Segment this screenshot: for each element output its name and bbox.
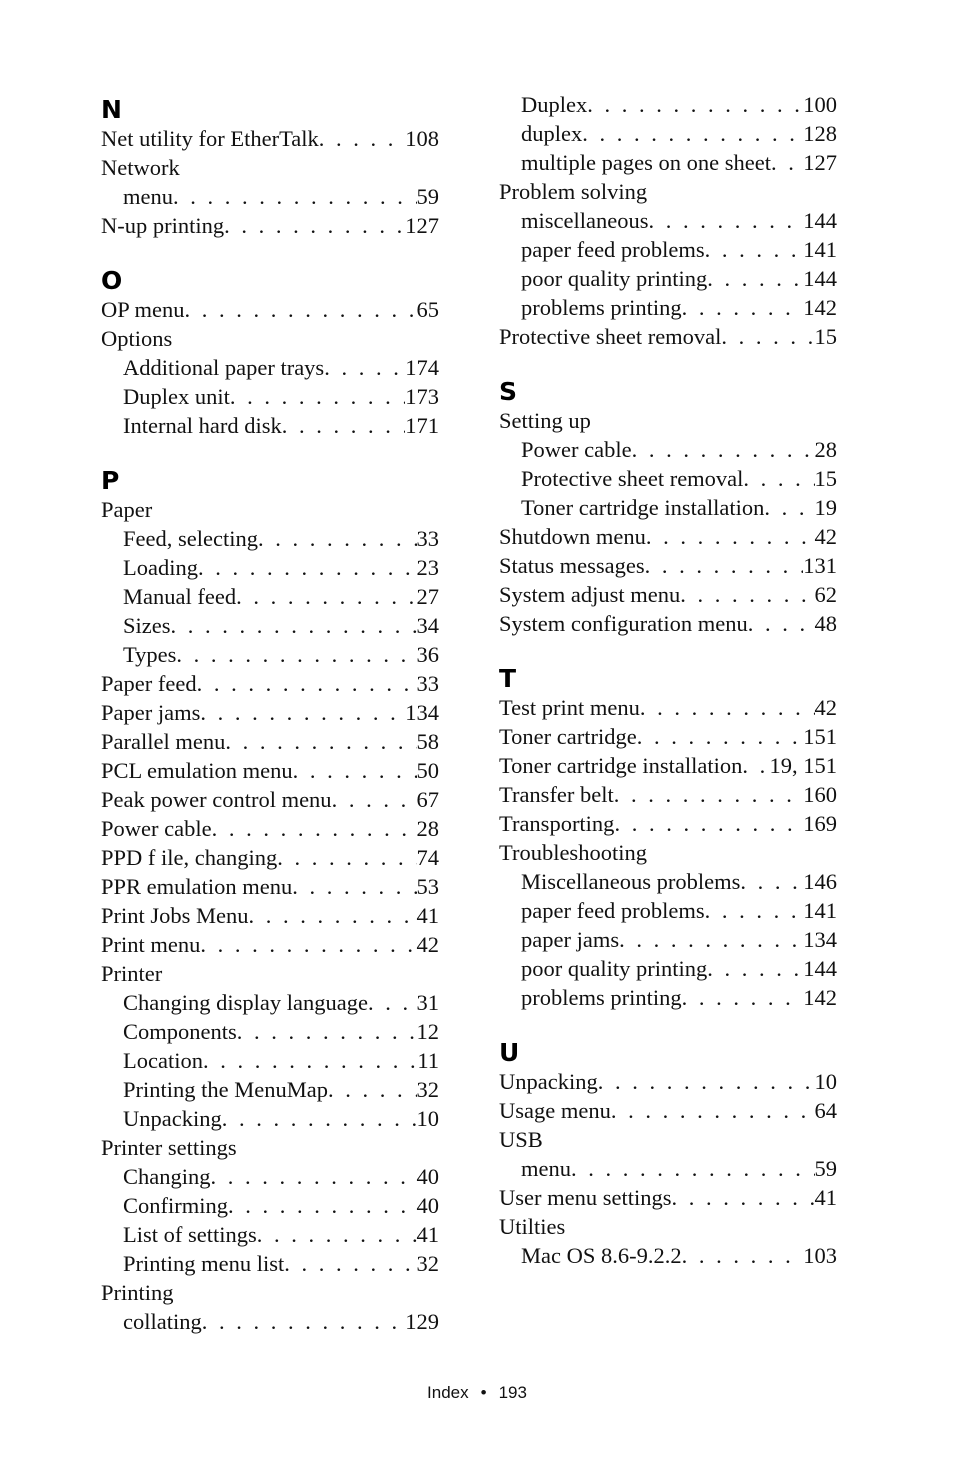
dot-leader [282, 411, 406, 440]
index-entry [499, 522, 837, 551]
entry-page-number: 41 [416, 903, 439, 928]
index-entry [499, 809, 837, 838]
entry-label: miscellaneous [521, 208, 649, 233]
entry-label: Print Jobs Menu [101, 903, 249, 928]
entry-label: System configuration menu [499, 611, 748, 636]
index-subentry [499, 464, 837, 493]
entry-label: Duplex unit [123, 384, 230, 409]
entry-page-number: 32 [416, 1251, 439, 1276]
index-subentry [101, 553, 439, 582]
entry-label: Components [123, 1019, 237, 1044]
entry-label: collating [123, 1309, 202, 1334]
dot-leader [748, 609, 815, 638]
dot-leader [707, 954, 803, 983]
entry-label: PPD f ile, changing [101, 845, 278, 870]
dot-leader [707, 264, 803, 293]
index-entry [101, 1278, 439, 1307]
entry-label: Options [101, 326, 173, 351]
index-entry [499, 609, 837, 638]
entry-page-number: 144 [803, 266, 837, 291]
entry-label: Toner cartridge installation [499, 753, 743, 778]
dot-leader [230, 382, 405, 411]
dot-leader [174, 1278, 439, 1307]
entry-page-number: 169 [803, 811, 837, 836]
index-entry [101, 727, 439, 756]
entry-label: Changing [123, 1164, 211, 1189]
dot-leader [277, 843, 416, 872]
entry-label: paper feed problems [521, 237, 705, 262]
entry-label: paper feed problems [521, 898, 705, 923]
dot-leader [185, 295, 417, 324]
index-entry [499, 722, 837, 751]
dot-leader [682, 293, 804, 322]
entry-label: Net utility for EtherTalk [101, 126, 319, 151]
entry-label: Unpacking [499, 1069, 598, 1094]
dot-leader [200, 930, 416, 959]
entry-page-number: 15 [814, 324, 837, 349]
dot-leader [284, 1249, 416, 1278]
index-subentry [101, 640, 439, 669]
entry-label: duplex [521, 121, 583, 146]
footer-section: Index [427, 1383, 469, 1402]
index-entry [101, 814, 439, 843]
entry-page-number: 33 [416, 671, 439, 696]
entry-label: List of settings [123, 1222, 257, 1247]
entry-page-number: 19, 151 [769, 753, 837, 778]
dot-leader [258, 524, 417, 553]
dot-leader [648, 206, 803, 235]
index-entry [499, 406, 837, 435]
dot-leader [645, 551, 804, 580]
index-subentry [101, 182, 439, 211]
dot-leader [257, 1220, 417, 1249]
index-entry [101, 295, 439, 324]
entry-label: Changing display language [123, 990, 368, 1015]
dot-leader [237, 1017, 417, 1046]
dot-leader [680, 580, 814, 609]
dot-leader [619, 925, 803, 954]
index-subentry [101, 1307, 439, 1336]
index-subentry [499, 1154, 837, 1183]
entry-page-number: 10 [814, 1069, 837, 1094]
index-entry [101, 1133, 439, 1162]
index-subentry [499, 293, 837, 322]
dot-leader [598, 1067, 815, 1096]
entry-label: PCL emulation menu [101, 758, 293, 783]
index-entry [101, 495, 439, 524]
dot-leader [682, 1241, 804, 1270]
entry-label: multiple pages on one sheet [521, 150, 771, 175]
entry-label: Mac OS 8.6-9.2.2 [521, 1243, 682, 1268]
entry-page-number: 173 [405, 384, 439, 409]
dot-leader [571, 1154, 815, 1183]
entry-page-number: 103 [803, 1243, 837, 1268]
index-entry [101, 785, 439, 814]
entry-page-number: 27 [416, 584, 439, 609]
entry-label: Problem solving [499, 179, 648, 204]
entry-label: Usage menu [499, 1098, 611, 1123]
entry-label: Printing the MenuMap [123, 1077, 328, 1102]
dot-leader [211, 1162, 417, 1191]
entry-label: Power cable [101, 816, 212, 841]
entry-page-number: 108 [405, 126, 439, 151]
index-subentry [499, 148, 837, 177]
entry-label: Test print menu [499, 695, 640, 720]
index-subentry [499, 493, 837, 522]
entry-label: menu [521, 1156, 571, 1181]
entry-label: Types [123, 642, 177, 667]
dot-leader [637, 722, 804, 751]
dot-leader [180, 153, 439, 182]
entry-label: Duplex [521, 92, 588, 117]
dot-leader [614, 809, 803, 838]
section-gap [101, 240, 439, 261]
section-gap [101, 440, 439, 461]
index-entry [101, 843, 439, 872]
entry-page-number: 144 [803, 208, 837, 233]
entry-label: Internal hard disk [123, 413, 282, 438]
index-subentry [101, 524, 439, 553]
index-entry [101, 959, 439, 988]
entry-page-number: 23 [416, 555, 439, 580]
index-subentry [101, 1249, 439, 1278]
index-letter-heading: T [499, 664, 517, 693]
footer-page-number: 193 [498, 1383, 527, 1402]
entry-page-number: 141 [803, 237, 837, 262]
index-entry [499, 1067, 837, 1096]
entry-label: Network [101, 155, 180, 180]
dot-leader [582, 119, 803, 148]
footer-separator: • [480, 1383, 487, 1402]
index-subentry [101, 1191, 439, 1220]
index-subentry [499, 867, 837, 896]
index-entry [499, 693, 837, 722]
index-entry [499, 1212, 837, 1241]
dot-leader [640, 693, 815, 722]
dot-leader [152, 495, 439, 524]
entry-label: Setting up [499, 408, 591, 433]
entry-page-number: 59 [416, 184, 439, 209]
section-gap [499, 351, 837, 372]
entry-label: Toner cartridge [499, 724, 637, 749]
dot-leader [293, 756, 417, 785]
entry-page-number: 127 [803, 150, 837, 175]
entry-label: Feed, selecting [123, 526, 258, 551]
entry-page-number: 32 [416, 1077, 439, 1102]
index-subentry [499, 235, 837, 264]
entry-page-number: 151 [803, 724, 837, 749]
entry-label: Peak power control menu [101, 787, 332, 812]
index-entry [499, 1183, 837, 1212]
index-subentry [499, 896, 837, 925]
dot-leader [197, 669, 417, 698]
entry-page-number: 33 [416, 526, 439, 551]
entry-label: Sizes [123, 613, 171, 638]
dot-leader [646, 522, 815, 551]
dot-leader [587, 90, 803, 119]
entry-label: Printer [101, 961, 163, 986]
dot-leader [771, 148, 803, 177]
entry-page-number: 171 [405, 413, 439, 438]
index-subentry [101, 582, 439, 611]
entry-label: Protective sheet removal [499, 324, 722, 349]
index-subentry [499, 1241, 837, 1270]
entry-page-number: 129 [405, 1309, 439, 1334]
index-entry [101, 211, 439, 240]
dot-leader [332, 785, 417, 814]
entry-label: Printer settings [101, 1135, 237, 1160]
index-letter-heading: N [101, 95, 122, 124]
entry-page-number: 134 [803, 927, 837, 952]
dot-leader [249, 901, 417, 930]
index-entry [101, 756, 439, 785]
index-subentry [499, 119, 837, 148]
dot-leader [647, 177, 837, 206]
entry-label: PPR emulation menu [101, 874, 293, 899]
entry-page-number: 28 [416, 816, 439, 841]
dot-leader [705, 235, 804, 264]
index-subentry [101, 988, 439, 1017]
index-subentry [499, 925, 837, 954]
entry-page-number: 42 [814, 524, 837, 549]
dot-leader [176, 640, 416, 669]
index-entry [499, 1125, 837, 1154]
dot-leader [198, 553, 417, 582]
entry-label: Utilties [499, 1214, 566, 1239]
entry-label: Printing [101, 1280, 174, 1305]
entry-label: N-up printing [101, 213, 225, 238]
dot-leader [172, 324, 439, 353]
index-entry [101, 669, 439, 698]
index-entry [101, 124, 439, 153]
index-column-left [101, 90, 439, 1336]
entry-page-number: 11 [417, 1048, 439, 1073]
entry-label: poor quality printing [521, 266, 708, 291]
entry-page-number: 144 [803, 956, 837, 981]
entry-page-number: 41 [416, 1222, 439, 1247]
entry-label: USB [499, 1127, 543, 1152]
entry-label: Manual feed [123, 584, 237, 609]
index-subentry [101, 611, 439, 640]
entry-label: problems printing [521, 295, 682, 320]
entry-label: System adjust menu [499, 582, 681, 607]
index-subentry [499, 90, 837, 119]
entry-page-number: 100 [803, 92, 837, 117]
index-entry [101, 901, 439, 930]
index-letter-heading: U [499, 1038, 520, 1067]
index-entry [499, 838, 837, 867]
entry-page-number: 40 [416, 1193, 439, 1218]
entry-page-number: 12 [416, 1019, 439, 1044]
entry-page-number: 41 [814, 1185, 837, 1210]
dot-leader [328, 1075, 417, 1104]
index-subentry [101, 353, 439, 382]
dot-leader [171, 611, 417, 640]
entry-label: Paper [101, 497, 153, 522]
index-subentry [101, 1075, 439, 1104]
dot-leader [228, 1191, 417, 1220]
index-letter-heading: O [101, 266, 123, 295]
entry-label: Transporting [499, 811, 615, 836]
index-subentry [101, 1220, 439, 1249]
index-subentry [101, 1162, 439, 1191]
entry-page-number: 10 [416, 1106, 439, 1131]
entry-label: Paper jams [101, 700, 201, 725]
entry-page-number: 53 [416, 874, 439, 899]
entry-page-number: 34 [416, 613, 439, 638]
dot-leader [319, 124, 406, 153]
entry-label: Troubleshooting [499, 840, 647, 865]
index-subentry [499, 264, 837, 293]
entry-label: paper jams [521, 927, 620, 952]
entry-label: Printing menu list [123, 1251, 285, 1276]
index-letter-heading: S [499, 377, 518, 406]
entry-label: Parallel menu [101, 729, 226, 754]
index-entry [101, 930, 439, 959]
dot-leader [200, 698, 405, 727]
dot-leader [743, 464, 814, 493]
entry-page-number: 128 [803, 121, 837, 146]
entry-page-number: 62 [814, 582, 837, 607]
index-subentry [499, 954, 837, 983]
entry-page-number: 36 [416, 642, 439, 667]
dot-leader [173, 182, 417, 211]
index-subentry [101, 382, 439, 411]
index-entry [499, 551, 837, 580]
index-entry [101, 153, 439, 182]
dot-leader [324, 353, 405, 382]
entry-page-number: 146 [803, 869, 837, 894]
dot-leader [764, 493, 814, 522]
entry-label: OP menu [101, 297, 185, 322]
entry-label: Shutdown menu [499, 524, 646, 549]
entry-label: Status messages [499, 553, 645, 578]
entry-label: Paper feed [101, 671, 197, 696]
entry-page-number: 74 [416, 845, 439, 870]
index-entry [499, 322, 837, 351]
entry-page-number: 174 [405, 355, 439, 380]
entry-label: Loading [123, 555, 198, 580]
dot-leader [614, 780, 803, 809]
index-subentry [101, 411, 439, 440]
dot-leader [292, 872, 416, 901]
entry-label: poor quality printing [521, 956, 708, 981]
entry-page-number: 160 [803, 782, 837, 807]
dot-leader [543, 1125, 837, 1154]
index-entry [499, 580, 837, 609]
dot-leader [632, 435, 815, 464]
dot-leader [565, 1212, 837, 1241]
index-entry [499, 751, 837, 780]
entry-page-number: 131 [803, 553, 837, 578]
entry-page-number: 134 [405, 700, 439, 725]
index-subentry [101, 1017, 439, 1046]
index-letter-heading: P [101, 466, 120, 495]
index-entry [499, 1096, 837, 1125]
entry-label: Print menu [101, 932, 201, 957]
dot-leader [203, 1046, 417, 1075]
entry-label: Protective sheet removal [521, 466, 744, 491]
index-entry [499, 177, 837, 206]
index-subentry [101, 1104, 439, 1133]
dot-leader [225, 727, 416, 756]
dot-leader [224, 211, 405, 240]
entry-label: Toner cartridge installation [521, 495, 765, 520]
dot-leader [368, 988, 417, 1017]
dot-leader [671, 1183, 814, 1212]
entry-label: problems printing [521, 985, 682, 1010]
entry-label: Miscellaneous problems [521, 869, 741, 894]
dot-leader [237, 1133, 439, 1162]
dot-leader [591, 406, 837, 435]
dot-leader [162, 959, 439, 988]
entry-page-number: 50 [416, 758, 439, 783]
entry-page-number: 64 [814, 1098, 837, 1123]
dot-leader [202, 1307, 406, 1336]
index-entry [101, 698, 439, 727]
entry-label: Unpacking [123, 1106, 222, 1131]
entry-page-number: 58 [416, 729, 439, 754]
index-entry [499, 780, 837, 809]
entry-label: Transfer belt [499, 782, 614, 807]
entry-page-number: 40 [416, 1164, 439, 1189]
index-column-right [499, 90, 837, 1270]
entry-page-number: 15 [814, 466, 837, 491]
dot-leader [705, 896, 804, 925]
entry-page-number: 42 [814, 695, 837, 720]
dot-leader [740, 867, 803, 896]
entry-label: Confirming [123, 1193, 228, 1218]
entry-page-number: 142 [803, 985, 837, 1010]
entry-page-number: 48 [814, 611, 837, 636]
entry-page-number: 65 [416, 297, 439, 322]
index-subentry [499, 435, 837, 464]
entry-page-number: 127 [405, 213, 439, 238]
entry-label: Power cable [521, 437, 632, 462]
entry-page-number: 59 [814, 1156, 837, 1181]
index-entry [101, 324, 439, 353]
index-subentry [499, 983, 837, 1012]
entry-label: menu [123, 184, 173, 209]
page-footer [0, 1383, 954, 1403]
entry-page-number: 42 [416, 932, 439, 957]
dot-leader [647, 838, 837, 867]
entry-page-number: 28 [814, 437, 837, 462]
index-subentry [499, 206, 837, 235]
section-gap [499, 1012, 837, 1033]
entry-label: User menu settings [499, 1185, 672, 1210]
entry-page-number: 31 [416, 990, 439, 1015]
dot-leader [222, 1104, 417, 1133]
index-entry [101, 872, 439, 901]
dot-leader [236, 582, 416, 611]
dot-leader [742, 751, 769, 780]
entry-label: Additional paper trays [123, 355, 325, 380]
entry-page-number: 141 [803, 898, 837, 923]
entry-page-number: 142 [803, 295, 837, 320]
dot-leader [682, 983, 804, 1012]
entry-page-number: 19 [814, 495, 837, 520]
section-gap [499, 638, 837, 659]
dot-leader [212, 814, 417, 843]
index-subentry [101, 1046, 439, 1075]
entry-page-number: 67 [416, 787, 439, 812]
dot-leader [721, 322, 814, 351]
dot-leader [611, 1096, 815, 1125]
entry-label: Location [123, 1048, 203, 1073]
